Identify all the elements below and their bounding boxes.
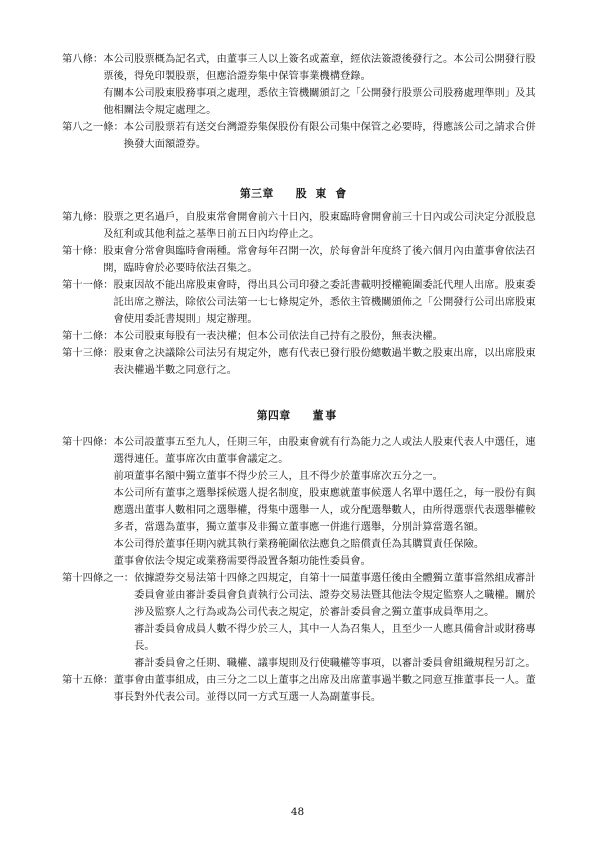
article-paragraph: 董事會由董事組成，由三分之二以上董事之出席及出席董事過半數之同意互推董事長一人。董事長對外代表公司。並得以同一方式互選一人為副董事長。 <box>113 674 536 703</box>
article-number: 第十條： <box>62 245 104 257</box>
article-paragraph: 前項董事名額中獨立董事不得少於三人，且不得少於董事席次五分之一。 <box>113 470 443 482</box>
article-number: 第八條： <box>62 53 104 65</box>
article-paragraph: 審計委員會成員人數不得少於三人，其中一人為召集人，且至少一人應具備會計或財務專長。 <box>134 623 536 652</box>
article-paragraph: 本公司股東每股有一表決權；但本公司依法自己持有之股份，無表決權。 <box>113 330 443 342</box>
chapter-title: 股東會 <box>295 187 356 200</box>
article-body <box>113 434 540 570</box>
article-number: 第十五條： <box>62 674 114 686</box>
article <box>62 209 540 243</box>
chapter-heading <box>0 186 595 201</box>
article-number: 第十一條： <box>62 279 114 291</box>
articles-block-1 <box>62 51 540 153</box>
article-paragraph: 股東因故不能出席股東會時，得出具公司印發之委託書載明授權範圍委託代理人出席。股東委託出席之辦法，除依公司法第一七七條規定外，悉依主管機關頒佈之「公開發行公司出席股東會使用委託書規則」規定辦理。 <box>113 279 536 325</box>
article-body <box>113 277 540 328</box>
article-body <box>113 345 540 379</box>
article-body <box>124 119 540 153</box>
chapter-title: 董事 <box>312 409 339 422</box>
article-body <box>103 209 540 243</box>
article-number: 第十三條： <box>62 347 114 359</box>
article-body <box>103 243 540 277</box>
article <box>62 434 540 570</box>
article <box>62 345 540 379</box>
article-body <box>113 328 540 345</box>
articles-block-3 <box>62 434 540 706</box>
chapter-heading <box>0 408 595 423</box>
article-paragraph: 董事會依法令規定或業務需要得設置各類功能性委員會。 <box>113 555 371 567</box>
article <box>62 570 540 672</box>
article-number: 第八之一條： <box>62 121 124 133</box>
article-paragraph: 審計委員會之任期、職權、議事規則及行使職權等事項，以審計委員會組織規程另訂之。 <box>134 657 536 669</box>
page-number: 48 <box>290 806 305 818</box>
article-body <box>134 570 540 672</box>
article-body <box>113 672 540 706</box>
article-paragraph: 本公司設董事五至九人，任期三年，由股東會就有行為能力之人或法人股東代表人中選任，連選得連任。董事席次由董事會議定之。 <box>113 436 536 465</box>
article-paragraph: 本公司得於董事任期內就其執行業務範圍依法應負之賠償責任為其購買責任保險。 <box>113 538 485 550</box>
articles-block-2 <box>62 209 540 379</box>
article-paragraph: 本公司所有董事之選舉採候選人提名制度，股東應就董事候選人名單中選任之，每一股份有與應選出董事人數相同之選舉權，得集中選舉一人，或分配選舉數人，由所得選票代表選舉權較多者，當選為董事，獨立董事及非獨立董事應一併進行選舉，分別計算當選名額。 <box>113 487 536 533</box>
article-paragraph: 本公司股票若有送交台灣證券集保股份有限公司集中保管之必要時，得應該公司之請求合併換發大面額證券。 <box>123 121 536 150</box>
article-paragraph: 依據證券交易法第十四條之四規定，自第十一屆董事選任後由全體獨立董事當然組成審計委員會並由審計委員會負責執行公司法、證券交易法暨其他法令規定監察人之職權。關於涉及監察人之行為或為公司代表之規定，於審計委員會之獨立董事成員準用之。 <box>134 572 536 618</box>
article <box>62 119 540 153</box>
article-paragraph: 本公司股票概為記名式，由董事三人以上簽名或蓋章，經依法簽證後發行之。本公司公開發行股票後，得免印製股票，但應洽證券集中保管事業機構登錄。 <box>103 53 536 82</box>
article-number: 第十二條： <box>62 330 114 342</box>
article <box>62 328 540 345</box>
article-number: 第十四條： <box>62 436 114 448</box>
article-paragraph: 股票之更名過戶，自股東常會開會前六十日內，股東臨時會開會前三十日內或公司決定分派股息及紅利或其他利益之基準日前五日內均停止之。 <box>103 211 536 240</box>
article-number: 第九條： <box>62 211 104 223</box>
article <box>62 277 540 328</box>
article-body <box>103 51 540 119</box>
article-paragraph: 股東會之決議除公司法另有規定外，應有代表已發行股份總數過半數之股東出席，以出席股東表決權過半數之同意行之。 <box>113 347 536 376</box>
chapter-number: 第四章 <box>256 409 291 422</box>
article <box>62 243 540 277</box>
article-paragraph: 有關本公司股東股務事項之處理，悉依主管機關頒訂之「公開發行股票公司股務處理準則」及其他相關法令規定處理之。 <box>103 87 536 116</box>
chapter-number: 第三章 <box>239 187 274 200</box>
article-number: 第十四條之一： <box>62 572 135 584</box>
article <box>62 672 540 706</box>
article-paragraph: 股東會分常會與臨時會兩種。常會每年召開一次，於每會計年度終了後六個月內由董事會依法召開，臨時會於必要時依法召集之。 <box>103 245 536 274</box>
article <box>62 51 540 119</box>
